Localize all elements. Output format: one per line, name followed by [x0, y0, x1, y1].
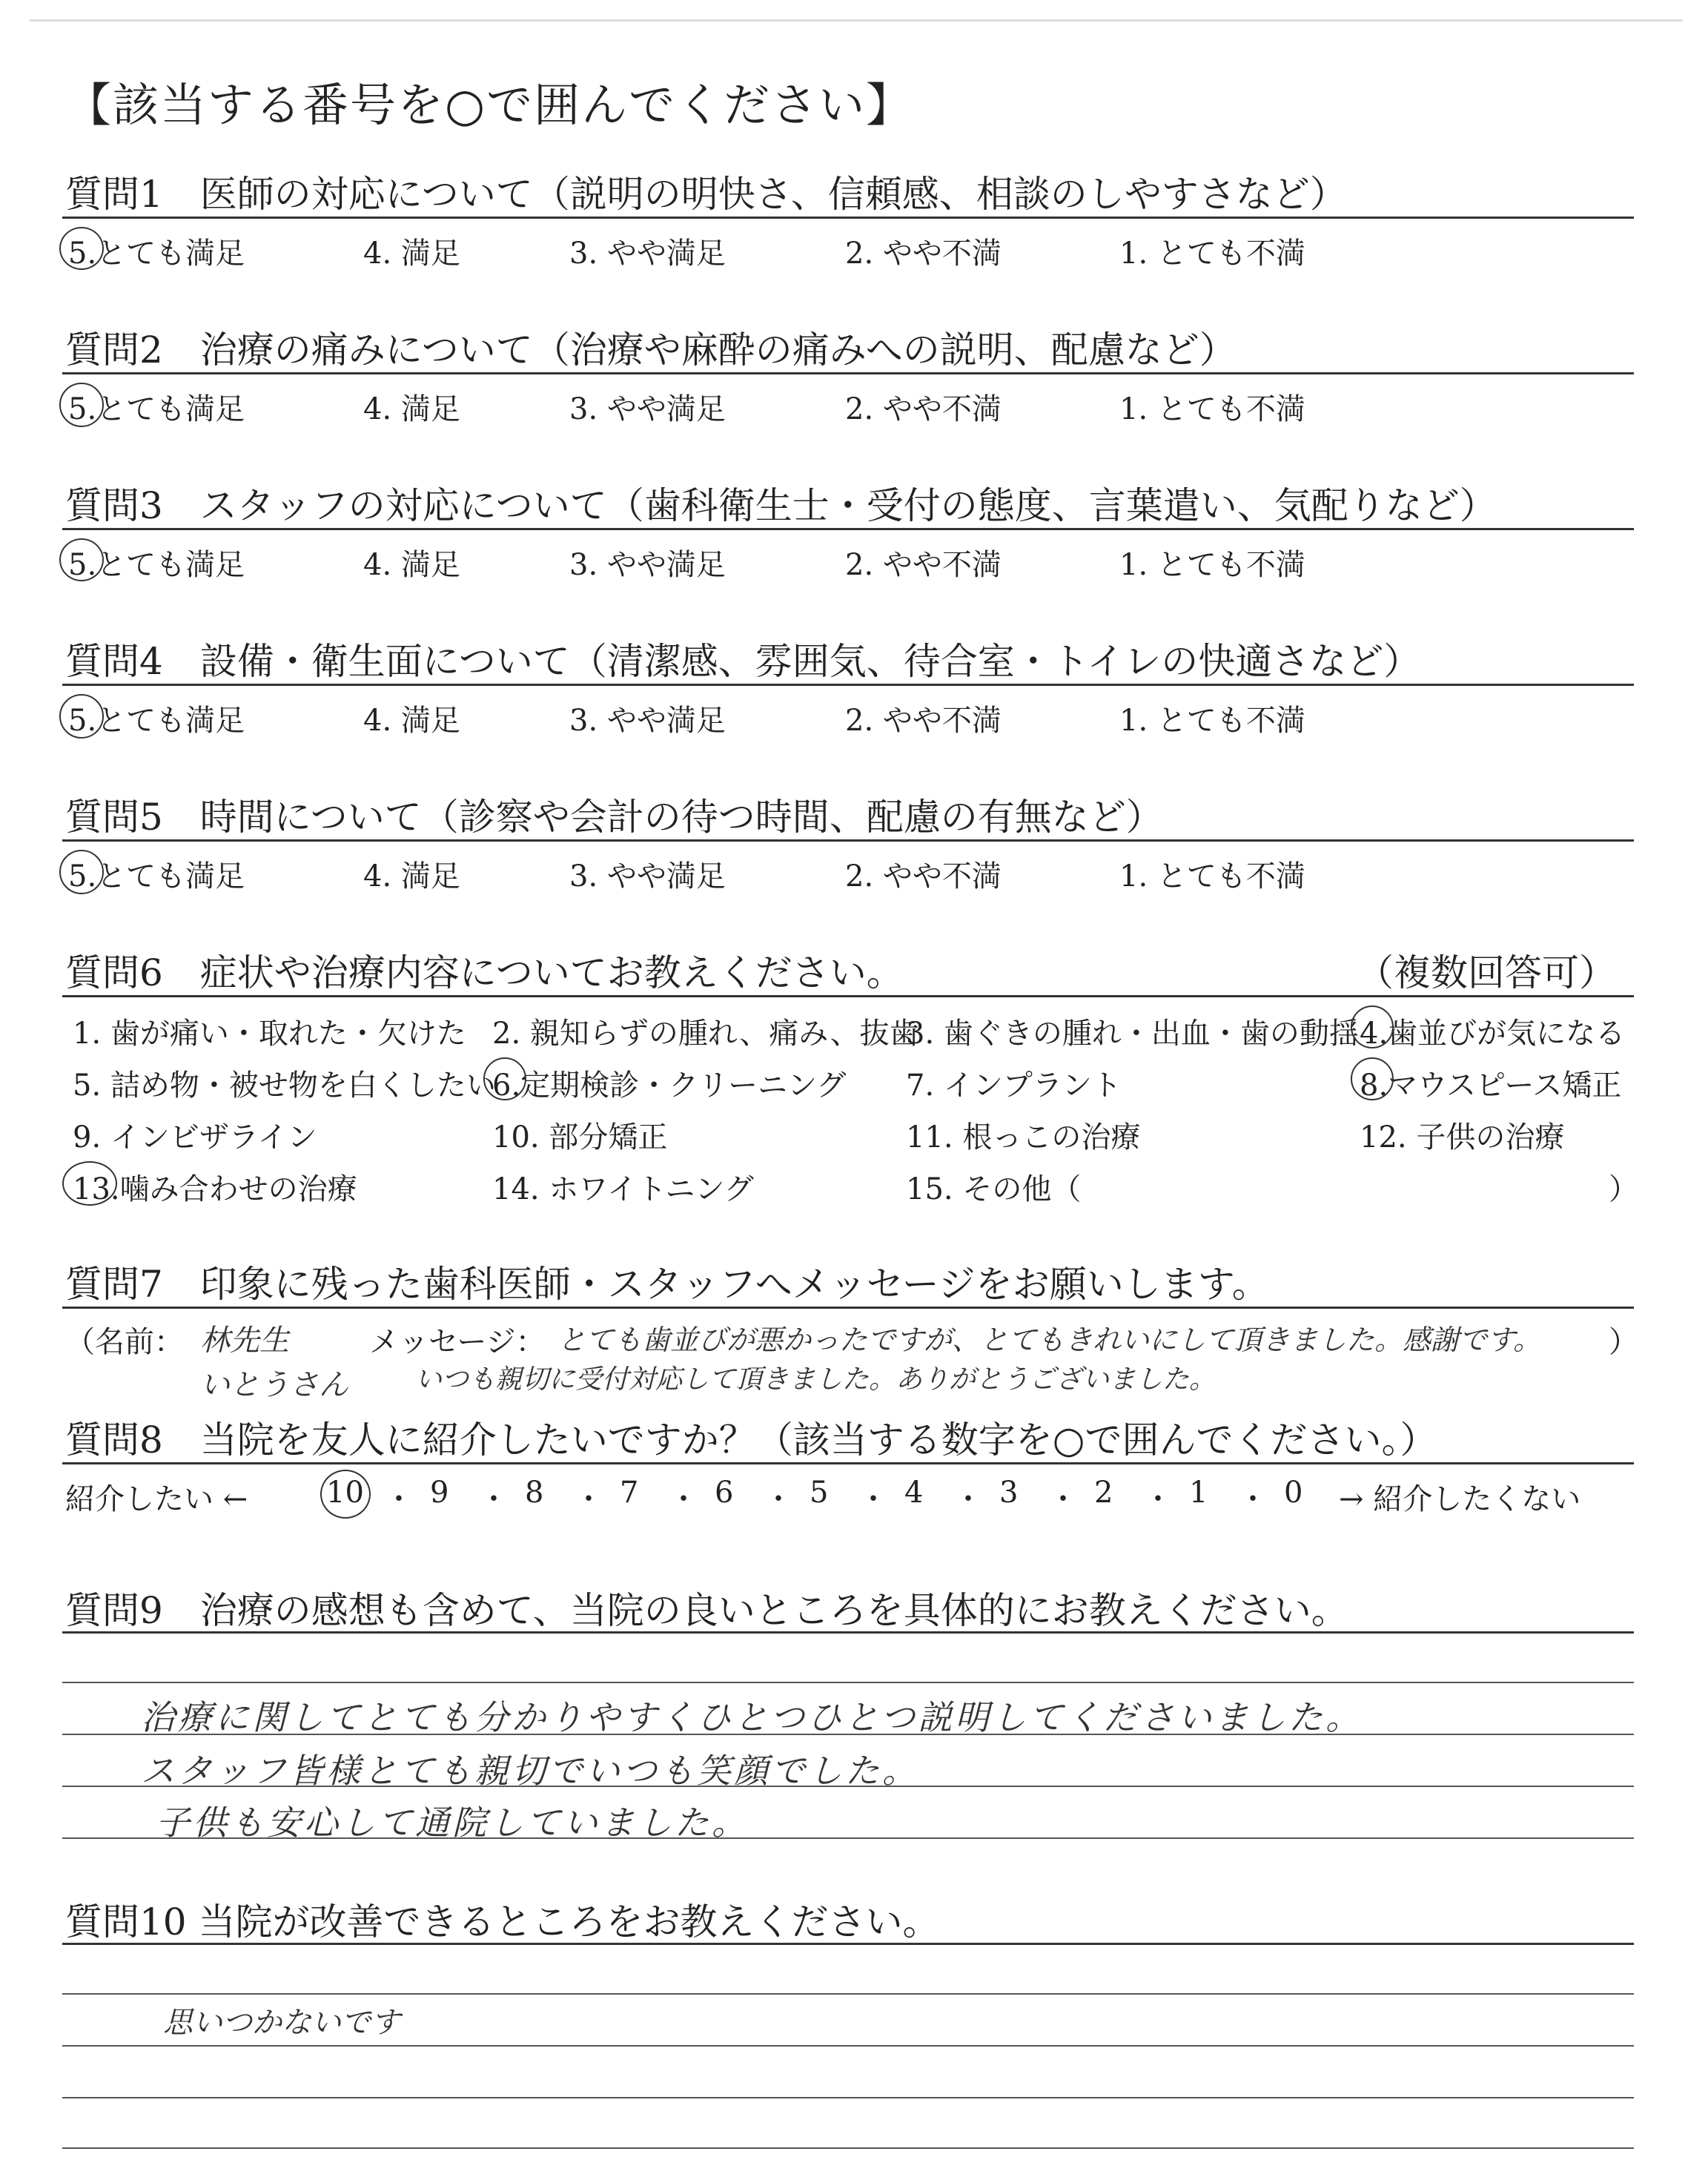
q6-item-15-close: ） [1609, 1172, 1638, 1206]
q8-scale-value-4[interactable]: 4 [904, 1476, 924, 1510]
q8-scale-separator: ・ [858, 1482, 888, 1516]
q8-scale-value-10[interactable]: 10 [326, 1476, 364, 1510]
q10-line-3 [62, 2097, 1634, 2098]
q7-message-1[interactable]: とても歯並びが悪かったですが、とてもきれいにして頂きました。感謝です。 [557, 1324, 1541, 1356]
q4-opt4[interactable]: 4. 満足 [363, 704, 460, 738]
q3-selection-circle [59, 538, 104, 581]
q8-scale-value-1[interactable]: 1 [1189, 1476, 1208, 1510]
q4-opt2[interactable]: 2. やや不満 [845, 704, 1002, 738]
q6-item-7[interactable]: 7. インプラント [906, 1069, 1122, 1103]
q2-opt2[interactable]: 2. やや不満 [845, 392, 1002, 426]
page-title: 【該当する番号を○で囲んでください】 [65, 78, 914, 132]
q8-scale-value-7[interactable]: 7 [620, 1476, 639, 1510]
q4-opt5[interactable]: 5.とても満足 [68, 704, 245, 738]
q7-name-1[interactable]: 林先生 [200, 1324, 289, 1358]
q1-opt3[interactable]: 3. やや満足 [569, 237, 726, 271]
q2-opt3[interactable]: 3. やや満足 [569, 392, 726, 426]
q2-selection-circle [59, 383, 104, 427]
q8-scale-value-3[interactable]: 3 [999, 1476, 1019, 1510]
q6-item-4[interactable]: 4.歯並びが気になる [1360, 1017, 1626, 1051]
q1-opt1[interactable]: 1. とても不満 [1119, 237, 1305, 271]
q4-label: 質問4 設備・衛生面について（清潔感、雰囲気、待合室・トイレの快適さなど） [65, 640, 1421, 683]
q6-item-14[interactable]: 14. ホワイトニング [492, 1172, 754, 1206]
q5-opt1[interactable]: 1. とても不満 [1119, 859, 1305, 894]
q8-scale-separator: ・ [953, 1482, 983, 1516]
q1-rule [62, 217, 1634, 219]
q8-scale-separator: ・ [669, 1482, 698, 1516]
q6-item-11[interactable]: 11. 根っこの治療 [906, 1120, 1141, 1155]
q6-item-13-selection-circle [62, 1161, 117, 1206]
q1-selection-circle [59, 227, 104, 270]
q2-opt5[interactable]: 5.とても満足 [68, 392, 245, 426]
q6-item-4-selection-circle [1351, 1005, 1394, 1048]
q8-selection-circle [320, 1470, 371, 1519]
q10-line-1 [62, 1993, 1634, 1995]
q8-scale-separator: ・ [479, 1482, 509, 1516]
q6-item-1[interactable]: 1. 歯が痛い・取れた・欠けた [73, 1017, 466, 1051]
q5-label: 質問5 時間について（診察や会計の待つ時間、配慮の有無など） [65, 796, 1163, 839]
q9-line-1 [62, 1682, 1634, 1683]
q1-opt4[interactable]: 4. 満足 [363, 237, 460, 271]
q9-answer-2[interactable]: スタッフ皆様とても親切でいつも笑顔でした。 [141, 1751, 919, 1791]
q6-note: （複数回答可） [1357, 951, 1616, 994]
q4-opt3[interactable]: 3. やや満足 [569, 704, 726, 738]
q7-label: 質問7 印象に残った歯科医師・スタッフへメッセージをお願いします。 [65, 1263, 1269, 1306]
q10-line-4 [62, 2147, 1634, 2149]
q8-rule [62, 1462, 1634, 1464]
q2-rule [62, 372, 1634, 374]
q8-scale-value-0[interactable]: 0 [1284, 1476, 1303, 1510]
q6-item-5[interactable]: 5. 詰め物・被せ物を白くしたい [73, 1069, 496, 1103]
q9-answer-1[interactable]: 治療に関してとても分かりやすくひとつひとつ説明してくださいました。 [141, 1697, 1363, 1737]
q8-scale-separator: ・ [1048, 1482, 1078, 1516]
q10-rule [62, 1943, 1634, 1945]
q8-scale-separator: ・ [1238, 1482, 1268, 1516]
q6-item-12[interactable]: 12. 子供の治療 [1360, 1120, 1565, 1155]
q8-scale-separator: ・ [764, 1482, 793, 1516]
q8-scale-value-6[interactable]: 6 [715, 1476, 734, 1510]
q8-right-label: → 紹介したくない [1339, 1482, 1581, 1516]
q6-item-2[interactable]: 2. 親知らずの腫れ、痛み、抜歯 [492, 1017, 919, 1051]
q7-message-label: メッセージ： [369, 1325, 546, 1359]
q6-label: 質問6 症状や治療内容についてお教えください。 [65, 951, 904, 994]
q5-opt3[interactable]: 3. やや満足 [569, 859, 726, 894]
top-edge-line [30, 19, 1683, 22]
q5-opt5[interactable]: 5.とても満足 [68, 859, 245, 894]
q1-opt5[interactable]: 5.とても満足 [68, 237, 245, 271]
q6-item-10[interactable]: 10. 部分矯正 [492, 1120, 668, 1155]
q3-rule [62, 528, 1634, 530]
q8-label: 質問8 当院を友人に紹介したいですか？（該当する数字を○で囲んでください。） [65, 1418, 1437, 1462]
q8-scale-value-8[interactable]: 8 [525, 1476, 544, 1510]
q9-label: 質問9 治療の感想も含めて、当院の良いところを具体的にお教えください。 [65, 1589, 1348, 1632]
q3-opt2[interactable]: 2. やや不満 [845, 548, 1002, 582]
q8-scale-separator: ・ [1143, 1482, 1173, 1516]
q5-opt2[interactable]: 2. やや不満 [845, 859, 1002, 894]
q8-scale-value-2[interactable]: 2 [1094, 1476, 1113, 1510]
q10-label: 質問10 当院が改善できるところをお教えください。 [65, 1900, 940, 1943]
q1-label: 質問1 医師の対応について（説明の明快さ、信頼感、相談のしやすさなど） [65, 173, 1347, 216]
q7-name-label: （名前： [65, 1325, 184, 1359]
q1-opt2[interactable]: 2. やや不満 [845, 237, 1002, 271]
q3-label: 質問3 スタッフの対応について（歯科衛生士・受付の態度、言葉遣い、気配りなど） [65, 484, 1497, 527]
q6-item-15[interactable]: 15. その他（ [906, 1172, 1082, 1206]
q7-rule [62, 1307, 1634, 1309]
q8-scale-value-9[interactable]: 9 [430, 1476, 449, 1510]
q6-rule [62, 995, 1634, 997]
q9-answer-3[interactable]: 子供も安心して通院していました。 [156, 1803, 749, 1843]
q4-opt1[interactable]: 1. とても不満 [1119, 704, 1305, 738]
q5-selection-circle [59, 850, 104, 894]
q10-answer-1[interactable]: 思いつかないです [163, 2006, 400, 2040]
q8-scale-separator: ・ [384, 1482, 414, 1516]
q8-scale-separator: ・ [574, 1482, 603, 1516]
q3-opt5[interactable]: 5.とても満足 [68, 548, 245, 582]
q6-item-13[interactable]: 13.噛み合わせの治療 [73, 1172, 357, 1206]
q2-opt1[interactable]: 1. とても不満 [1119, 392, 1305, 426]
q4-selection-circle [59, 694, 104, 739]
q8-scale-value-5[interactable]: 5 [810, 1476, 829, 1510]
q7-message-2[interactable]: いつも親切に受付対応して頂きました。ありがとうございました。 [415, 1364, 1217, 1395]
q6-item-6[interactable]: 6.定期検診・クリーニング [492, 1069, 847, 1103]
q6-item-8[interactable]: 8.マウスピース矯正 [1360, 1069, 1622, 1103]
q7-close: ） [1609, 1325, 1638, 1359]
q2-label: 質問2 治療の痛みについて（治療や麻酔の痛みへの説明、配慮など） [65, 328, 1237, 371]
q2-opt4[interactable]: 4. 満足 [363, 392, 460, 426]
q5-opt4[interactable]: 4. 満足 [363, 859, 460, 894]
q6-item-3[interactable]: 3. 歯ぐきの腫れ・出血・歯の動揺 [906, 1017, 1359, 1051]
q8-left-label: 紹介したい ← [65, 1482, 248, 1516]
q4-rule [62, 684, 1634, 686]
q3-opt4[interactable]: 4. 満足 [363, 548, 460, 582]
q6-item-9[interactable]: 9. インビザライン [73, 1120, 317, 1155]
q5-rule [62, 839, 1634, 842]
q7-name-2[interactable]: いとうさん [200, 1368, 348, 1402]
q9-rule [62, 1631, 1634, 1634]
q3-opt1[interactable]: 1. とても不満 [1119, 548, 1305, 582]
q10-line-2 [62, 2045, 1634, 2047]
q6-item-8-selection-circle [1351, 1057, 1394, 1100]
q6-item-6-selection-circle [483, 1057, 526, 1100]
q3-opt3[interactable]: 3. やや満足 [569, 548, 726, 582]
